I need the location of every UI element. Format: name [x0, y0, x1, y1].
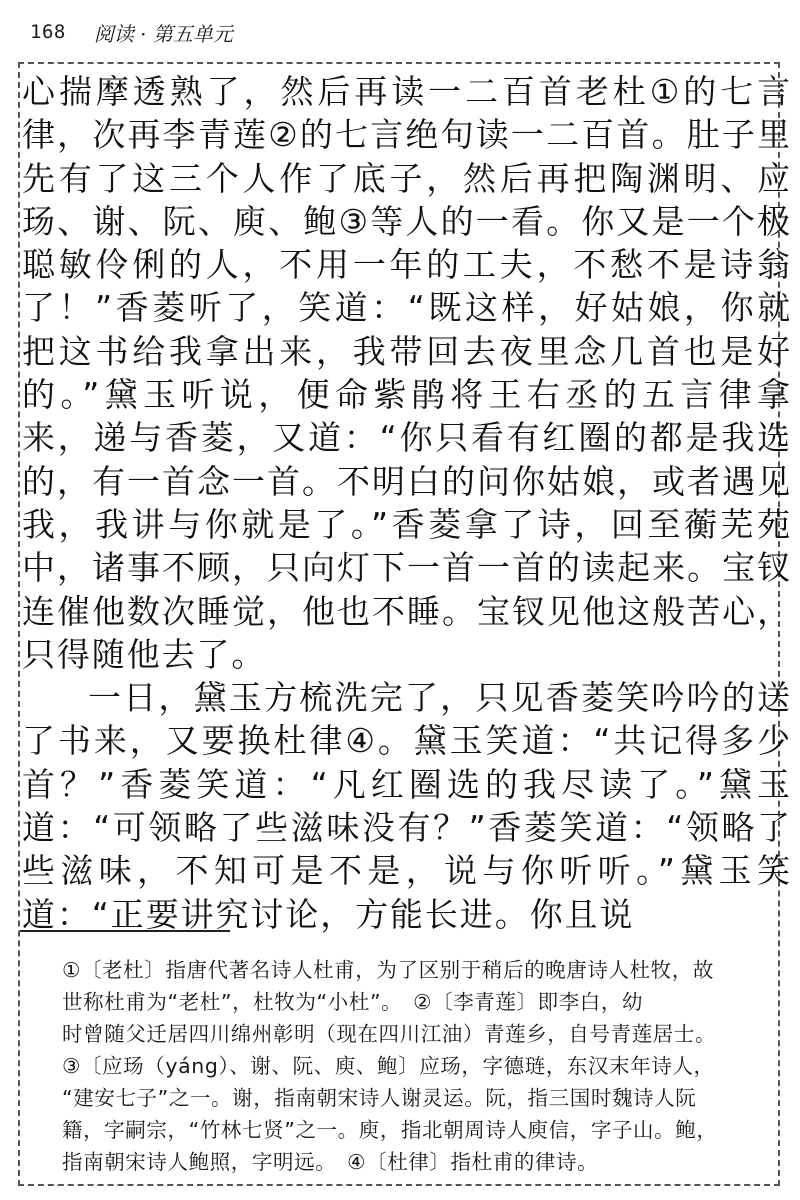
paragraph-1: 心揣摩透熟了，然后再读一二百首老杜①的七言律，次再李青莲②的七言绝句读一二百首。肚子里先有了这三个人作了底子，然后再把陶渊明、应玚、谢、阮、庾、鲍③等人的一看。你又是一个极聪敏伶俐的人，不用一年的工夫，不愁不是诗翁了！”香菱听了，笑道：“既这样，好姑娘，你就把这书给我拿出来，我带回去夜里念几首也是好的。”黛玉听说，便命紫鹃将王右丞的五言律拿来，递与香菱，又道：“你只看有红圈的都是我选的，有一首念一首。不明白的问你姑娘，或者遇见我，我讲与你就是了。”香菱拿了诗，回至蘅芜苑中，诸事不顾，只向灯下一首一首的读起来。宝钗连催他数次睡觉，他也不睡。宝钗见他这般苦心，只得随他去了。 — [22, 72, 792, 674]
main-text — [22, 70, 792, 936]
footnote-line: ③〔应玚（yáng）、谢、阮、庾、鲍〕应玚，字德琏，东汉末年诗人， — [62, 1054, 715, 1078]
footnote-line: 籍，字嗣宗，“竹林七贤”之一。庾，指北朝周诗人庾信，字子山。鲍， — [62, 1118, 718, 1142]
footnote-line: 指南朝宋诗人鲍照，字明远。 ④〔杜律〕指杜甫的律诗。 — [62, 1150, 599, 1174]
footnote-line: 时曾随父迁居四川绵州彰明（现在四川江油）青莲乡，自号青莲居士。 — [62, 1022, 717, 1046]
section-title: 阅读 · 第五单元 — [93, 21, 233, 46]
page-header — [30, 14, 233, 50]
footnote-line: 世称杜甫为“老杜”，杜牧为“小杜”。 ②〔李青莲〕即李白，幼 — [62, 990, 644, 1014]
footnote-line: ①〔老杜〕指唐代著名诗人杜甫，为了区别于稍后的晚唐诗人杜牧，故 — [62, 958, 714, 982]
footnotes — [62, 954, 778, 1178]
footnote-divider — [20, 930, 230, 932]
footnote-line: “建安七子”之一。谢，指南朝宋诗人谢灵运。阮，指三国时魏诗人阮 — [62, 1086, 697, 1110]
page-number: 168 — [30, 21, 66, 43]
paragraph-2: 一日，黛玉方梳洗完了，只见香菱笑吟吟的送了书来，又要换杜律④。黛玉笑道：“共记得多少首？”香菱笑道：“凡红圈选的我尽读了。”黛玉道：“可领略了些滋味没有？”香菱笑道：“领略了些滋味，不知可是不是，说与你听听。”黛玉笑道：“正要讲究讨论，方能长进。你且说 — [22, 678, 792, 934]
